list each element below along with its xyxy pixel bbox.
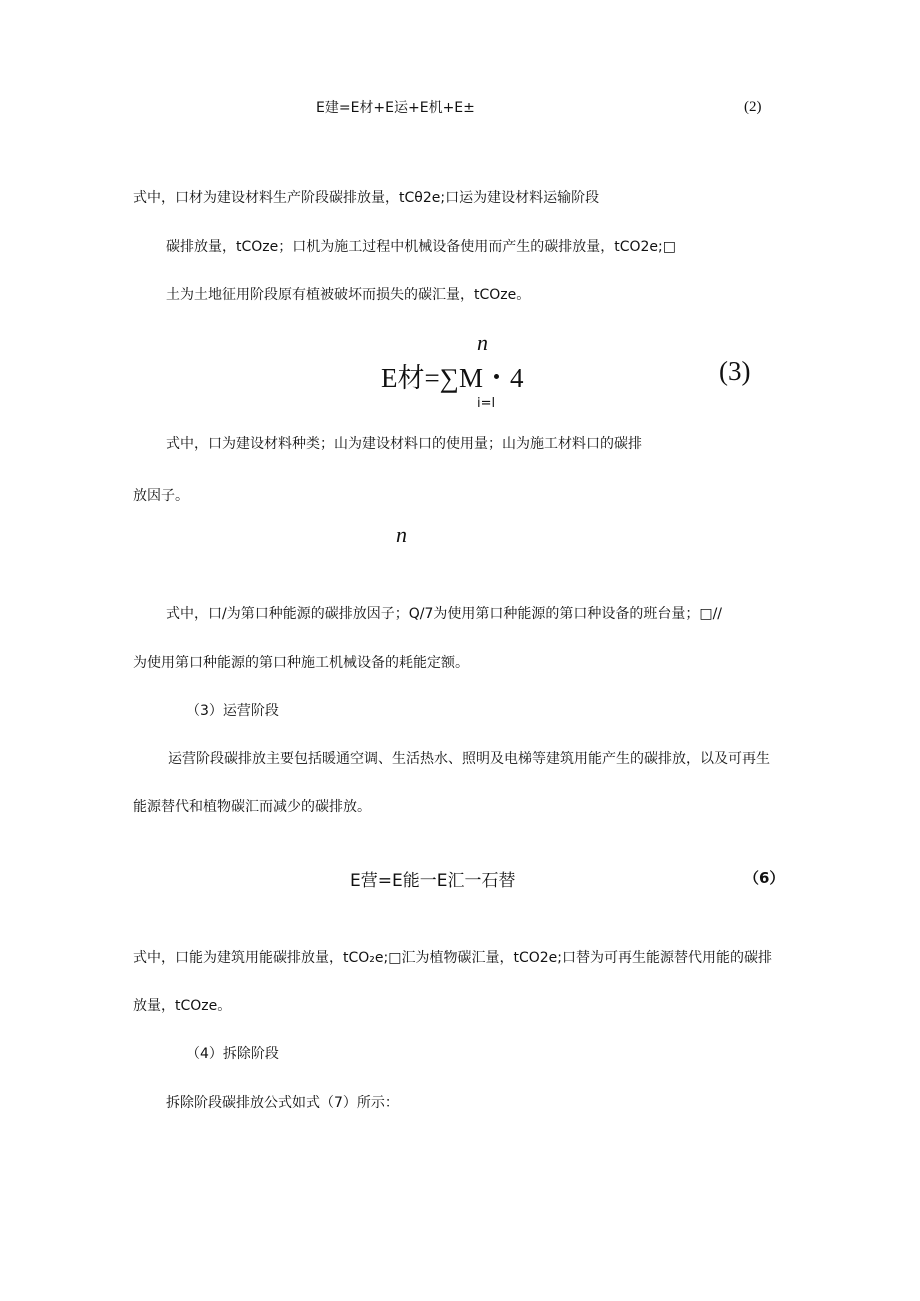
- paragraph-5-line-1: 式中，口能为建筑用能碳排放量，tCO₂e;□汇为植物碳汇量，tCO2e;口替为可再生能源替代用能的碳排: [133, 950, 772, 966]
- paragraph-3-line-1: 式中，口/为第口种能源的碳排放因子；Q/7为使用第口种能源的第口种设备的班台量；□//: [166, 606, 723, 622]
- paragraph-3-line-2: 为使用第口种能源的第口种施工机械设备的耗能定额。: [133, 655, 469, 671]
- equation-3-number: (3): [719, 356, 751, 386]
- section-3-heading: （3）运营阶段: [186, 703, 279, 719]
- paragraph-1-line-1: 式中，口材为建设材料生产阶段碳排放量，tCθ2e;口运为建设材料运输阶段: [133, 190, 600, 206]
- paragraph-2-line-1: 式中，口为建设材料种类；山为建设材料口的使用量；山为施工材料口的碳排: [166, 436, 642, 452]
- equation-6-number: （6）: [744, 869, 785, 887]
- equation-3-sum-upper: n: [477, 330, 488, 355]
- equation-3-sum-lower: i=l: [477, 396, 496, 411]
- equation-6: E营=E能一E汇一石替: [350, 871, 516, 891]
- equation-4-sum-upper: n: [396, 522, 407, 547]
- paragraph-1-line-3: 土为土地征用阶段原有植被破坏而损失的碳汇量，tCOze。: [166, 287, 531, 303]
- paragraph-2-line-2: 放因子。: [133, 488, 189, 504]
- paragraph-1-line-2: 碳排放量，tCOze；口机为施工过程中机械设备使用而产生的碳排放量，tCO2e;□: [166, 239, 676, 255]
- paragraph-5-line-2: 放量，tCOze。: [133, 998, 232, 1014]
- paragraph-4-line-1: 运营阶段碳排放主要包括暖通空调、生活热水、照明及电梯等建筑用能产生的碳排放，以及可再生: [168, 751, 770, 767]
- paragraph-4-line-2: 能源替代和植物碳汇而减少的碳排放。: [133, 799, 371, 815]
- equation-2: E建=E材+E运+E机+E±: [316, 100, 475, 116]
- equation-2-number: (2): [744, 99, 762, 115]
- paragraph-6-line-1: 拆除阶段碳排放公式如式（7）所示：: [166, 1095, 399, 1111]
- equation-3-body: E材=∑M・4: [381, 363, 524, 393]
- section-4-heading: （4）拆除阶段: [186, 1046, 279, 1062]
